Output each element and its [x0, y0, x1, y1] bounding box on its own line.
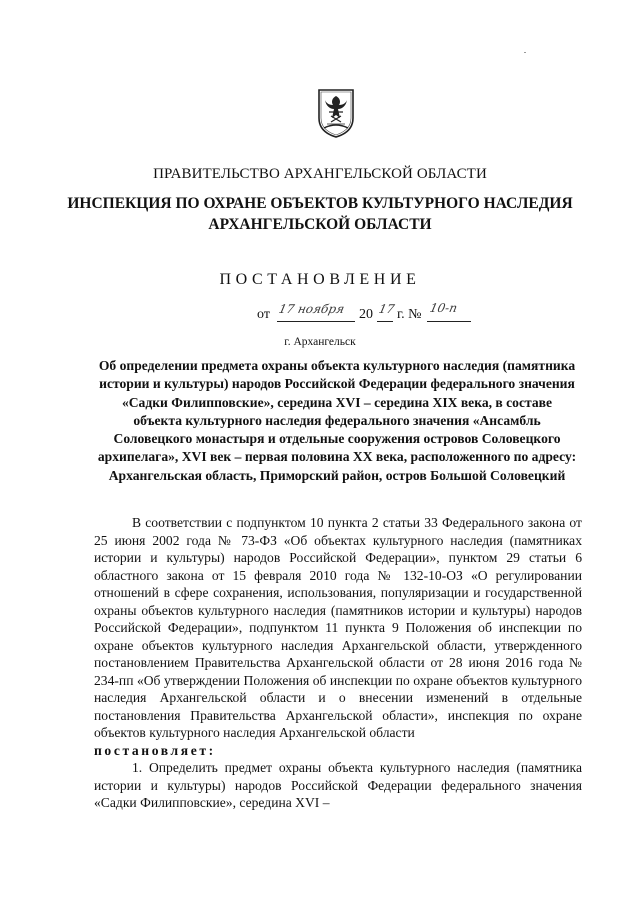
number-prefix: г. №: [397, 307, 422, 322]
handwritten-date: 17 ноября: [277, 302, 346, 316]
preamble-paragraph: В соответствии с подпунктом 10 пункта 2 статьи 33 Федерального закона от 25 июня 2002 года № 73-ФЗ «Об объектах культурного наследия (памятниках истории и культуры) народов Российской Федерации», пунктом 29 статьи 6 областного закона от 15 февраля 2010 года № 132-10-ОЗ «О регулировании отношений в сфере сохранения, использования, популяризации и государственной охраны объектов культурного наследия (памятников истории и культуры) народов Российской Федерации», подпунктом 11 пункта 9 Положения об инспекции по охране объектов культурного наследия Архангельской области, утвержденного постановлением Правительства Архангельской области от 28 июня 2016 года № 234-пп «Об утверждении Положения об инспекции по охране объектов культурного наследия Архангельской области и о внесении изменений в отдельные постановления Правительства Архангельской области», инспекция по охране объектов культурного наследия Архангельской области: [94, 515, 582, 740]
handwritten-year: 17: [377, 302, 396, 316]
item-1-paragraph: 1. Определить предмет охраны объекта культурного наследия (памятника истории и культуры) народов Российской Федерации федерального значения «Садки Филипповские», середина XVI –: [94, 760, 582, 810]
year-prefix: 20: [359, 307, 373, 322]
document-body: [94, 514, 582, 812]
city: г. Архангельск: [284, 336, 356, 348]
handwritten-number: 10-п: [428, 301, 459, 315]
date-line: [257, 303, 517, 327]
organization-line-1: ИНСПЕКЦИЯ ПО ОХРАНЕ ОБЪЕКТОВ КУЛЬТУРНОГО НАСЛЕДИЯ: [67, 195, 573, 212]
resolves-keyword: постановляет:: [94, 742, 216, 758]
government-heading: ПРАВИТЕЛЬСТВО АРХАНГЕЛЬСКОЙ ОБЛАСТИ: [153, 166, 487, 182]
organization-line-2: АРХАНГЕЛЬСКОЙ ОБЛАСТИ: [208, 216, 432, 233]
date-prefix: от: [257, 307, 270, 322]
date-underline: [277, 321, 355, 322]
year-underline: [377, 321, 393, 322]
organization-heading: [0, 193, 640, 235]
document-type: ПОСТАНОВЛЕНИЕ: [219, 271, 421, 288]
coat-of-arms-icon: [317, 88, 355, 138]
scan-speck: [524, 52, 526, 53]
document-title: Об определении предмета охраны объекта культурного наследия (памятника истории и культуры) народов Российской Федерации федерального значения «Садки Филипповские», середина XVI – середина XIX века, в составе объекта культурного наследия федерального значения «Ансамбль Соловецкого монастыря и отдельные сооружения островов Соловецкого архипелага», XVI век – первая половина XX века, расположенного по адресу: Архангельская область, Приморский район, остров Большой Соловецкий: [97, 358, 577, 483]
number-underline: [427, 321, 471, 322]
